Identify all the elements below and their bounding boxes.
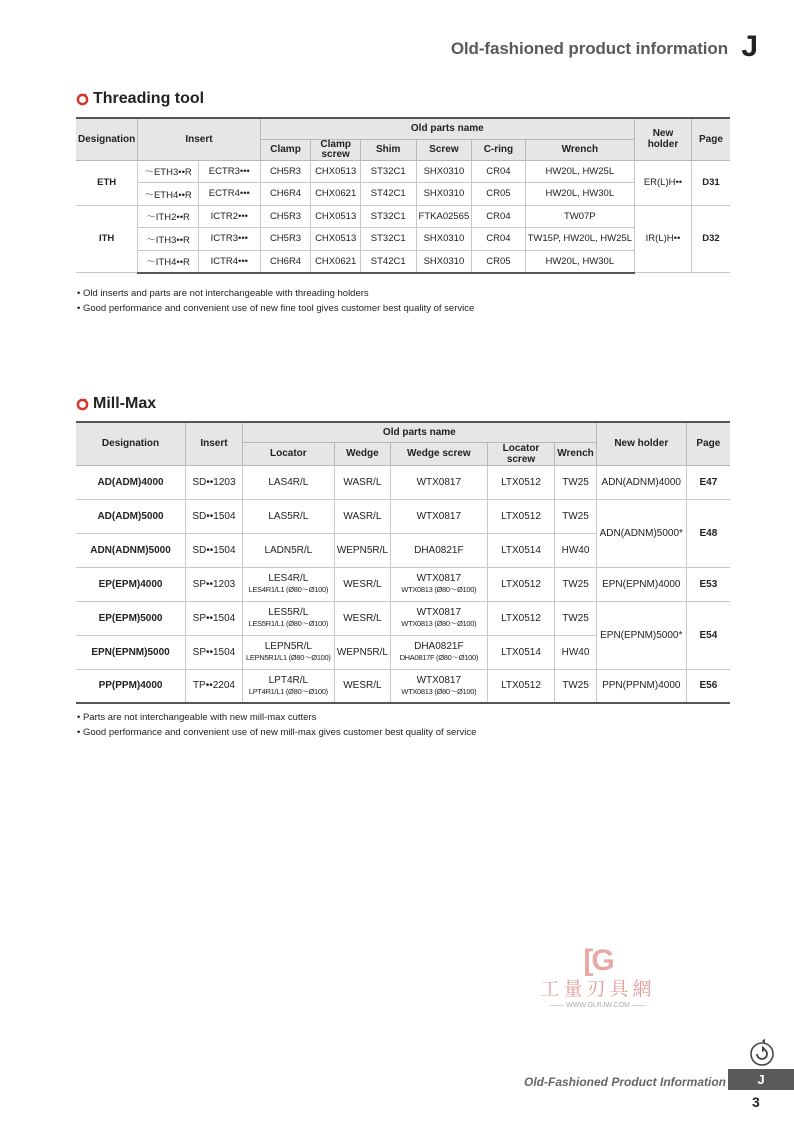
col-clamp-screw: Clamp screw: [311, 139, 361, 160]
table-row: [76, 228, 730, 251]
locator-main: LPT4R/L: [268, 674, 309, 686]
wedge-cell: WESR/L: [334, 601, 390, 635]
threading-title-text: Threading tool: [93, 90, 205, 107]
page-cell: E48: [686, 499, 730, 567]
threading-note-2: • Good performance and convenient use of new fine tool gives customer best quality of service: [77, 303, 475, 314]
screw-cell: SHX0310: [416, 228, 472, 251]
watermark: [528, 944, 668, 1009]
table-row: [76, 205, 730, 228]
locator-cell: [242, 567, 334, 601]
wedge-screw-cell: [390, 601, 487, 635]
insert-cell: SP••1504: [186, 635, 243, 669]
insert-type-cell: ～ITH3••R: [138, 228, 199, 251]
wedge-screw-cell: WTX0817: [390, 499, 487, 533]
insert-code-cell: ICTR2•••: [198, 205, 260, 228]
col-wrench: Wrench: [525, 139, 634, 160]
page-cell: D31: [691, 160, 730, 205]
col-locator-screw: Locator screw: [487, 442, 555, 465]
cring-cell: CR05: [472, 250, 525, 273]
wedge-screw-cell: [390, 567, 487, 601]
locator-sub: LES4R1/L1 (Ø80～Ø100): [248, 585, 329, 594]
clamp-screw-cell: CHX0513: [311, 160, 361, 183]
threading-table: [76, 117, 730, 274]
insert-type-cell: ～ITH2••R: [138, 205, 199, 228]
wedge-cell: WEPN5R/L: [334, 635, 390, 669]
wedge-screw-cell: DHA0821F: [390, 533, 487, 567]
col-insert: Insert: [138, 118, 260, 160]
wrench-cell: HW20L, HW30L: [525, 183, 634, 206]
locator-main: LEPN5R/L: [264, 641, 312, 652]
watermark-logo: [G: [583, 944, 613, 977]
col-new-holder: New holder: [635, 118, 692, 160]
cring-cell: CR04: [472, 160, 525, 183]
millmax-note-2: • Good performance and convenient use of new mill-max gives customer best quality of service: [77, 727, 477, 738]
wrench-cell: HW20L, HW30L: [525, 250, 634, 273]
wedge-cell: WESR/L: [334, 567, 390, 601]
insert-cell: SD••1504: [186, 499, 243, 533]
wrench-cell: TW25: [555, 567, 597, 601]
screw-cell: SHX0310: [416, 160, 472, 183]
new-holder-cell: ER(L)H••: [635, 160, 692, 205]
wrench-cell: TW25: [555, 499, 597, 533]
millmax-note-1: • Parts are not interchangeable with new mill-max cutters: [77, 712, 317, 723]
locator-screw-cell: LTX0512: [487, 567, 555, 601]
locator-cell: [242, 601, 334, 635]
col-screw: Screw: [416, 139, 472, 160]
clamp-screw-cell: CHX0621: [311, 250, 361, 273]
clamp-cell: CH5R3: [260, 205, 311, 228]
col-wrench: Wrench: [555, 442, 597, 465]
wedge-screw-cell: [390, 635, 487, 669]
designation-cell: ADN(ADNM)5000: [76, 533, 186, 567]
col-page: Page: [686, 422, 730, 465]
col-wedge-screw: Wedge screw: [390, 442, 487, 465]
insert-cell: SP••1203: [186, 567, 243, 601]
new-holder-cell: IR(L)H••: [635, 205, 692, 273]
page-header-letter: J: [741, 30, 758, 63]
refresh-icon: [746, 1037, 778, 1069]
wrench-cell: HW40: [555, 635, 597, 669]
col-designation: Designation: [76, 422, 186, 465]
col-clamp: Clamp: [260, 139, 311, 160]
wedge-screw-cell: WTX0817: [390, 465, 487, 499]
wedge-screw-sub: DHA0817F (Ø80～Ø100): [399, 653, 479, 662]
new-holder-cell: ADN(ADNM)4000: [596, 465, 686, 499]
table-row: [76, 601, 730, 635]
table-row: [76, 183, 730, 206]
wrench-cell: TW25: [555, 669, 597, 703]
locator-screw-cell: LTX0514: [487, 635, 555, 669]
designation-cell: PP(PPM)4000: [76, 669, 186, 703]
col-cring: C-ring: [472, 139, 525, 160]
locator-screw-cell: LTX0512: [487, 465, 555, 499]
insert-type-cell: ～ITH4••R: [138, 250, 199, 273]
insert-code-cell: ECTR3•••: [198, 160, 260, 183]
wrench-cell: TW25: [555, 465, 597, 499]
locator-main: LES5R/L: [268, 607, 309, 618]
table-row: [76, 669, 730, 703]
designation-cell: EP(EPM)4000: [76, 567, 186, 601]
page-number: 3: [752, 1094, 760, 1110]
wedge-screw-main: DHA0821F: [414, 641, 464, 652]
clamp-screw-cell: CHX0513: [311, 228, 361, 251]
designation-cell: ITH: [76, 205, 138, 273]
shim-cell: ST32C1: [360, 160, 416, 183]
locator-cell: [242, 669, 334, 703]
page-cell: E56: [686, 669, 730, 703]
wedge-cell: WESR/L: [334, 669, 390, 703]
table-row: [76, 567, 730, 601]
screw-cell: SHX0310: [416, 183, 472, 206]
wrench-cell: TW07P: [525, 205, 634, 228]
millmax-table: [76, 421, 730, 704]
shim-cell: ST42C1: [360, 183, 416, 206]
wedge-screw-sub: WTX0813 (Ø80～Ø100): [401, 686, 477, 696]
locator-screw-cell: LTX0512: [487, 669, 555, 703]
locator-screw-cell: LTX0514: [487, 533, 555, 567]
table-row: [76, 160, 730, 183]
clamp-screw-cell: CHX0621: [311, 183, 361, 206]
wrench-cell: TW25: [555, 601, 597, 635]
designation-cell: ETH: [76, 160, 138, 205]
insert-code-cell: ICTR3•••: [198, 228, 260, 251]
footer-title: Old-Fashioned Product Information: [524, 1075, 726, 1089]
page-cell: E47: [686, 465, 730, 499]
wedge-screw-sub: WTX0813 (Ø80～Ø100): [401, 619, 477, 628]
page-cell: E53: [686, 567, 730, 601]
cring-cell: CR04: [472, 205, 525, 228]
wedge-screw-main: WTX0817: [416, 607, 462, 618]
cring-cell: CR04: [472, 228, 525, 251]
insert-cell: SP••1504: [186, 601, 243, 635]
circular-arrow-icon: [76, 93, 89, 106]
watermark-chinese-text: 工量刃具網: [540, 979, 656, 1000]
locator-screw-cell: LTX0512: [487, 499, 555, 533]
col-old-parts: Old parts name: [242, 422, 596, 442]
millmax-title-text: Mill-Max: [93, 395, 157, 412]
screw-cell: FTKA02565: [416, 205, 472, 228]
designation-cell: AD(ADM)5000: [76, 499, 186, 533]
table-row: [76, 499, 730, 533]
wrench-cell: TW15P, HW20L, HW25L: [525, 228, 634, 251]
locator-cell: LADN5R/L: [242, 533, 334, 567]
new-holder-cell: EPN(EPNM)4000: [596, 567, 686, 601]
cring-cell: CR05: [472, 183, 525, 206]
locator-main: LES4R/L: [268, 573, 309, 584]
locator-screw-cell: LTX0512: [487, 601, 555, 635]
clamp-cell: CH6R4: [260, 183, 311, 206]
page-cell: D32: [691, 205, 730, 273]
new-holder-cell: EPN(EPNM)5000*: [596, 601, 686, 669]
insert-type-cell: ～ETH3••R: [138, 160, 199, 183]
wedge-screw-main: WTX0817: [416, 573, 462, 584]
shim-cell: ST42C1: [360, 250, 416, 273]
clamp-cell: CH5R3: [260, 228, 311, 251]
watermark-url: —— WWW.GLRJW.COM ——: [550, 1002, 646, 1009]
insert-cell: SD••1504: [186, 533, 243, 567]
designation-cell: EPN(EPNM)5000: [76, 635, 186, 669]
clamp-cell: CH5R3: [260, 160, 311, 183]
clamp-screw-cell: CHX0513: [311, 205, 361, 228]
millmax-section-title: [76, 395, 156, 413]
table-row: [76, 465, 730, 499]
locator-sub: LEPN5R1/L1 (Ø80～Ø100): [246, 653, 331, 662]
new-holder-cell: ADN(ADNM)5000*: [596, 499, 686, 567]
wedge-cell: WEPN5R/L: [334, 533, 390, 567]
designation-cell: EP(EPM)5000: [76, 601, 186, 635]
locator-cell: LAS5R/L: [242, 499, 334, 533]
table-row: [76, 250, 730, 273]
wedge-screw-cell: [390, 669, 487, 703]
wrench-cell: HW40: [555, 533, 597, 567]
col-designation: Designation: [76, 118, 138, 160]
screw-cell: SHX0310: [416, 250, 472, 273]
circular-arrow-icon: [76, 398, 89, 411]
designation-cell: AD(ADM)4000: [76, 465, 186, 499]
insert-code-cell: ICTR4•••: [198, 250, 260, 273]
threading-note-1: • Old inserts and parts are not interchangeable with threading holders: [77, 288, 369, 299]
col-locator: Locator: [242, 442, 334, 465]
clamp-cell: CH6R4: [260, 250, 311, 273]
wedge-cell: WASR/L: [334, 499, 390, 533]
page-cell: E54: [686, 601, 730, 669]
locator-cell: [242, 635, 334, 669]
insert-cell: SD••1203: [186, 465, 243, 499]
col-wedge: Wedge: [334, 442, 390, 465]
insert-code-cell: ECTR4•••: [198, 183, 260, 206]
insert-type-cell: ～ETH4••R: [138, 183, 199, 206]
shim-cell: ST32C1: [360, 205, 416, 228]
footer-section-tab: J: [728, 1069, 794, 1090]
shim-cell: ST32C1: [360, 228, 416, 251]
insert-cell: TP••2204: [186, 669, 243, 703]
col-old-parts: Old parts name: [260, 118, 634, 139]
locator-sub: LPT4R1/L1 (Ø80～Ø100): [248, 686, 328, 696]
page-header-title: Old-fashioned product information: [450, 39, 728, 58]
col-new-holder: New holder: [596, 422, 686, 465]
new-holder-cell: PPN(PPNM)4000: [596, 669, 686, 703]
wedge-screw-main: WTX0817: [416, 674, 462, 686]
locator-sub: LES5R1/L1 (Ø80～Ø100): [248, 619, 329, 628]
locator-cell: LAS4R/L: [242, 465, 334, 499]
wedge-cell: WASR/L: [334, 465, 390, 499]
col-insert: Insert: [186, 422, 243, 465]
col-shim: Shim: [360, 139, 416, 160]
wedge-screw-sub: WTX0813 (Ø80～Ø100): [401, 585, 477, 594]
col-page: Page: [691, 118, 730, 160]
wrench-cell: HW20L, HW25L: [525, 160, 634, 183]
threading-section-title: [76, 90, 204, 108]
